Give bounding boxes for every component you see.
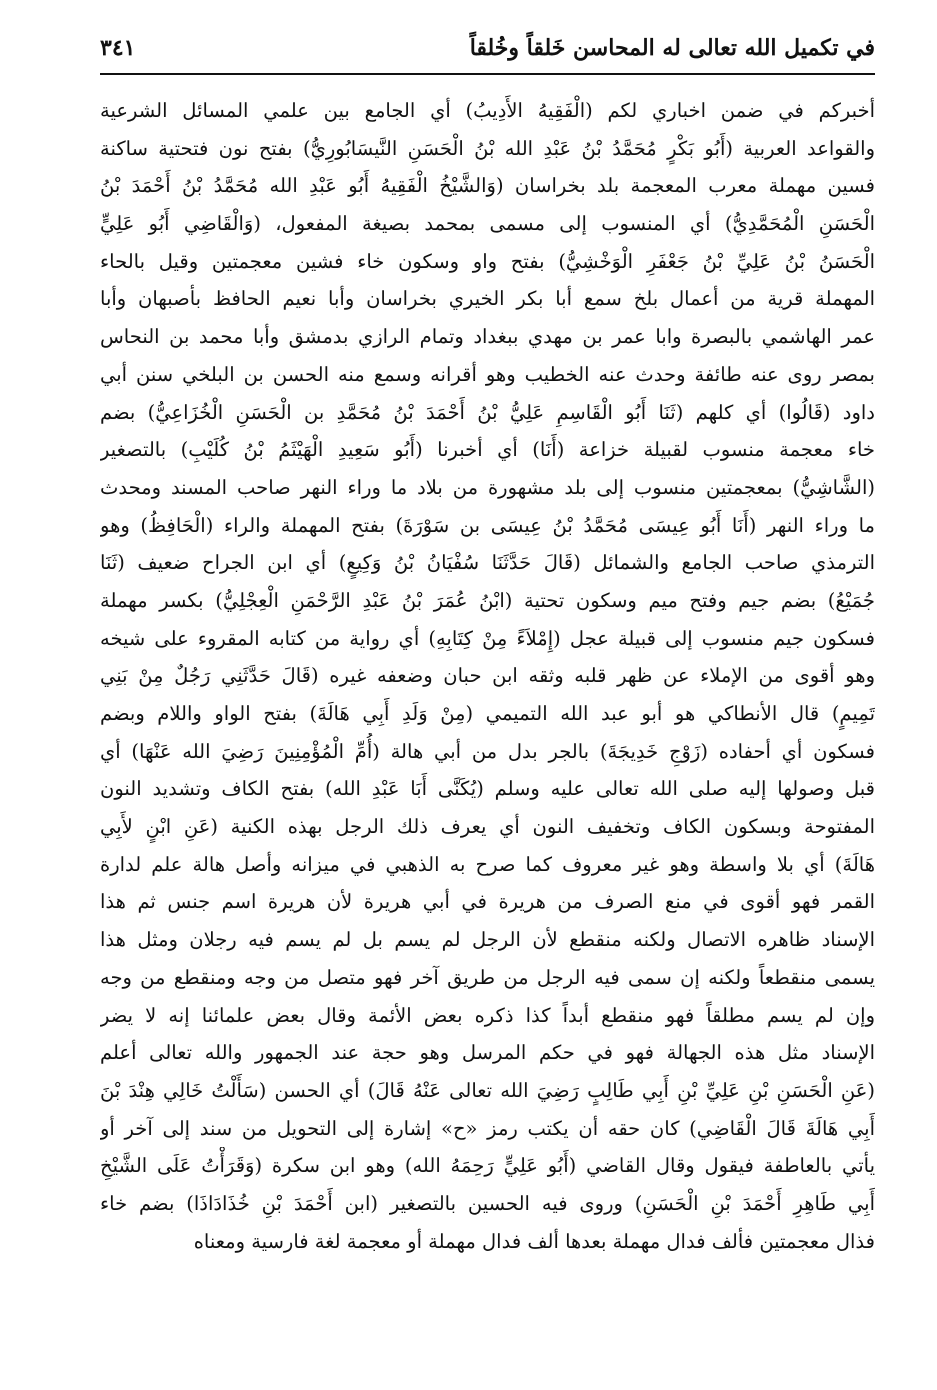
- text-line: وإن لم يسم مطلقاً فهو منقطع أبداً كذا ذكره بعض الأئمة وقال بعض علمائنا إنه لا يضر: [100, 1003, 875, 1027]
- text-line: الإسناد ظاهره الاتصال ولكنه منقطع لأن الرجل لم يسم بل لم يسم فيه رجلان ومثل هذا: [100, 928, 875, 952]
- text-line: أَبِي طَاهِرِ أَحْمَدَ بْنِ الْحَسَنِ) وروى فيه الحسين بالتصغير (ابن أَحْمَدَ بْنِ خُذَادَاذَا) بضم خاء: [100, 1191, 875, 1215]
- text-line: أَبِي هَالَةَ قَالَ الْقَاضِي) كان حقه أن يكتب رمز «ح» إشارة إلى التحويل من سند إلى آخر أو: [100, 1116, 875, 1140]
- text-line: (عَنِ الْحَسَنِ بْنِ عَلِيِّ بْنِ أَبِي طَالِبٍ رَضِيَ الله تعالى عَنْهُ قَالَ) أي الحسن (سَأَلْتُ خَالِي هِنْدَ بْنَ: [100, 1078, 875, 1102]
- page-number: ٣٤١: [100, 35, 136, 61]
- text-line: الْحَسَنُ بْنُ عَلِيِّ بْنُ جَعْفَرِ الْوَخْشِيُّ) بفتح واو وسكون خاء فشين معجمتين وقيل بالحاء: [100, 249, 875, 273]
- text-line: وهو أقوى من الإملاء عن ظهر قلبه وثقه ابن حبان وضعفه غيره (قَالَ حَدَّثَنِي رَجُلٌ مِنْ بَنِي: [100, 664, 875, 688]
- text-line: هَالَةَ) أي بلا واسطة وهو غير معروف كما صرح به الذهبي في ميزانه وأصل هالة علم لدارة: [100, 852, 875, 876]
- text-line: داود (قَالُوا) أي كلهم (ثَنَا أَبُو الْقَاسِمِ عَلِيُّ بْنُ أَحْمَدَ بْنُ مُحَمَّدِ بن الْحَسَنِ الْخُزَاعِيُّ) بضم: [100, 400, 875, 424]
- text-line: فسين مهملة معرب المعجمة بلد بخراسان (وَالشَّيْخُ الْفَقِيهُ أَبُو عَبْدِ الله مُحَمَّدُ بْنُ أَحْمَدَ بْنُ: [100, 174, 875, 198]
- text-line: القمر فهو أقوى في منع الصرف من هريرة في أبي هريرة لأن هريرة اسم جنس ثم هذا: [100, 890, 875, 914]
- text-line: الإسناد مثل هذه الجهالة فهو في حكم المرسل وهو حجة عند الجمهور والله تعالى أعلم: [100, 1041, 875, 1065]
- running-header: [100, 26, 875, 70]
- text-line: ما وراء النهر (أَنَا أَبُو عِيسَى مُحَمَّدُ بْنُ عِيسَى بن سَوْرَةَ) بفتح المهملة والراء (الْحَافِظُ) وهو: [100, 513, 875, 537]
- text-line: المفتوحة وبسكون الكاف وتخفيف النون أي يعرف ذلك الرجل بهذه الكنية (عَنِ ابْنٍ لأَبِي: [100, 815, 875, 839]
- text-line: أخبركم في ضمن اخباري لكم (الْفَقِيهُ الأَدِيبُ) أي الجامع بين علمي المسائل الشرعية: [100, 99, 875, 122]
- body-text: [100, 92, 875, 1260]
- text-line: الْحَسَنِ الْمُحَمَّدِيُّ) أي المنسوب إلى مسمى بمحمد بصيغة المفعول، (وَالْقَاضِي أَبُو عَلِيٍّ: [100, 212, 875, 236]
- text-line: فسكون جيم منسوب إلى قبيلة عجل (إِمْلاَءً مِنْ كِتَابِهِ) أي رواية من كتابه المقروء على شيخه: [100, 626, 875, 650]
- text-line: تَمِيمٍ) قال الأنطاكي هو أبو عبد الله التميمي (مِنْ وَلَدِ أَبِي هَالَةَ) بفتح الواو واللام وبضم: [100, 702, 875, 725]
- text-line: عمر الهاشمي بالبصرة وابا عمر بن مهدي ببغداد وتمام الرازي بدمشق وأبا محمد بن النحاس: [100, 325, 875, 349]
- text-line: قبل وصولها إليه صلى الله تعالى عليه وسلم (يُكَنَّى أَبَا عَبْدِ الله) بفتح الكاف وتشديد النون: [100, 777, 875, 801]
- text-line: والقواعد العربية (أَبُو بَكْرٍ مُحَمَّدُ بْنُ عَبْدِ الله بْنُ الْحَسَنِ النَّيسَابُورِيُّ) بفتح نون فتحتية ساكنة: [100, 136, 875, 160]
- text-line: (الشَّاشِيُّ) بمعجمتين منسوب إلى بلد مشهورة من بلاد ما وراء النهر صاحب المسند ومحدث: [100, 475, 875, 499]
- running-title: في تكميل الله تعالى له المحاسن خَلقاً وخُلقاً: [469, 35, 875, 61]
- text-line: يأتي بالعاطفة فيقول وقال القاضي (أَبُو عَلِيٍّ رَحِمَهُ الله) وهو ابن سكرة (وَقَرَأْتُ عَلَى الشَّيْخِ: [100, 1154, 875, 1178]
- text-line: خاء معجمة منسوب لقبيلة خزاعة (أَنَا) أي أخبرنا (أَبُو سَعِيدِ الْهَيْثَمُ بْنُ كُلَيْبِ) بالتصغير: [100, 438, 875, 462]
- text-line: بمصر روى عنه طائفة وحدث عنه الخطيب وهو أقرانه وسمع منه الحسن بن البلخي سنن أبي: [100, 362, 875, 386]
- text-line: الترمذي صاحب الجامع والشمائل (قَالَ حَدَّثَنَا سُفْيَانُ بْنُ وَكِيعٍ) أي ابن الجراح ضعيف (ثَنَا: [100, 551, 875, 575]
- text-line: يسمى منقطعاً ولكنه إن سمى فيه الرجل من طريق آخر فهو متصل من وجه ومنقطع من وجه: [100, 965, 875, 989]
- text-line: فسكون أي أحفاده (زَوْجِ خَدِيجَةَ) بالجر بدل من أبي هالة (أُمِّ الْمُؤْمِنِينَ رَضِيَ الله عَنْهَا) أي: [100, 739, 875, 763]
- text-line: فذال معجمتين فألف فدال مهملة بعدها ألف فدال مهملة أو معجمة لغة فارسية ومعناه: [193, 1229, 875, 1253]
- text-line: المهملة قرية من أعمال بلخ سمع أبا بكر الخيري بخراسان وأبا نعيم الحافظ بأصبهان وأبا: [100, 287, 875, 311]
- header-rule: [100, 73, 875, 75]
- text-line: جُمَيْعُ) بضم جيم وفتح ميم وسكون تحتية (ابْنُ عُمَرَ بْنُ عَبْدِ الرَّحْمَنِ الْعِجْلِيُّ) بكسر مهملة: [100, 588, 875, 612]
